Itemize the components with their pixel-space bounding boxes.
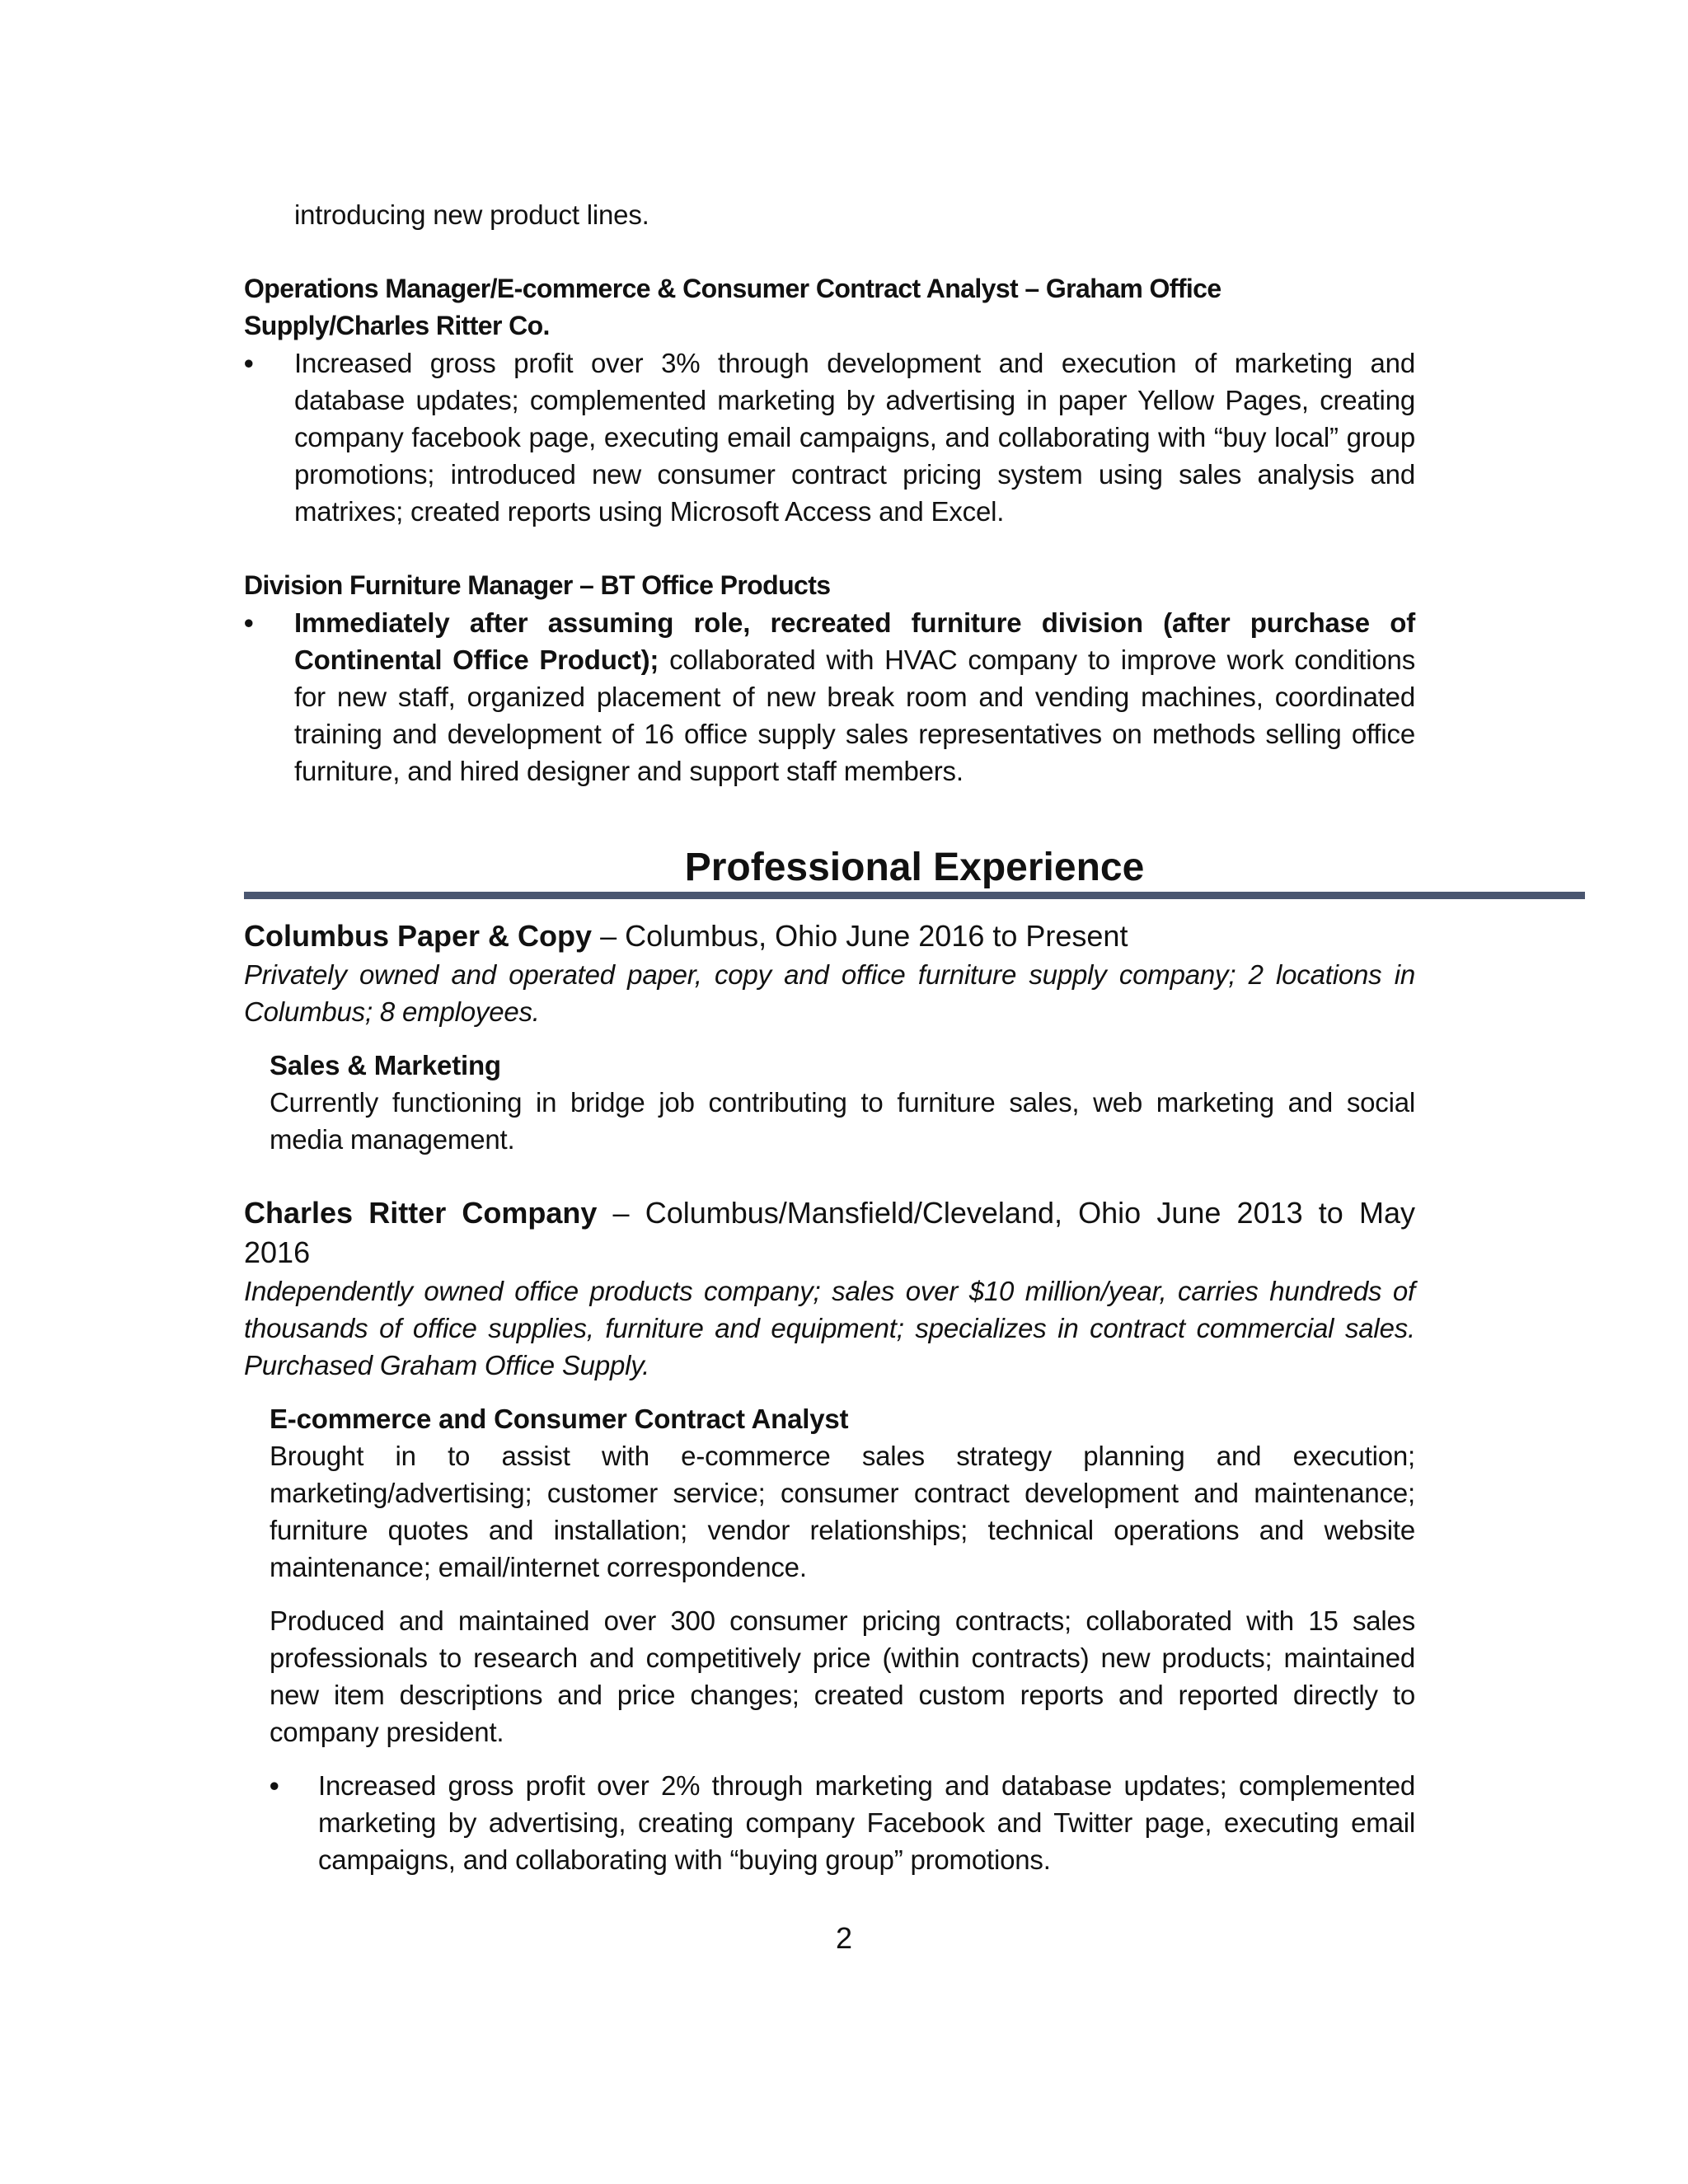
role-bullet-text: collaborated with HVAC company to improve work conditions for new staff, organized placement of new break room and vending machines, coordinated training and development of 16 office supply sales representatives on methods selling office furniture, and hired designer and support staff members. — [294, 644, 1416, 786]
continued-text: introducing new product lines. — [294, 199, 649, 230]
bullet-marker: • — [270, 1770, 279, 1801]
page-number: 2 — [835, 1921, 853, 1955]
company-description: Privately owned and operated paper, copy and office furniture supply company; 2 locations in Columbus; 8 employees. — [244, 959, 1415, 1027]
role-title: Operations Manager/E-commerce & Consumer Contract Analyst – Graham Office Supply/Charles Ritter Co. — [244, 274, 1221, 340]
bullet-marker: • — [244, 607, 254, 638]
company-name: Charles Ritter Company — [244, 1196, 598, 1230]
company-name: Columbus Paper & Copy — [244, 919, 593, 953]
job-bullet-text: Increased gross profit over 2% through marketing and database updates; complemented marketing by advertising, creating company Facebook and Twitter page, executing email campaigns, and collaborating with “buying group” promotions. — [318, 1770, 1415, 1875]
role-bullet-paragraph — [294, 604, 1415, 790]
job-header — [244, 1193, 1415, 1272]
job-paragraph: Produced and maintained over 300 consumer pricing contracts; collaborated with 15 sales professionals to research and competitively price (within contracts) new products; maintained new item descriptions and price changes; created custom reports and reported directly to company president. — [270, 1605, 1415, 1747]
job-location-dates: – Columbus, Ohio June 2016 to Present — [592, 919, 1128, 953]
job-paragraph: Brought in to assist with e-commerce sales strategy planning and execution; marketing/advertising; customer service; consumer contract development and maintenance; furniture quotes and installation; vendor relationships; technical operations and website maintenance; email/internet correspondence. — [270, 1441, 1415, 1582]
bullet-marker: • — [244, 348, 254, 378]
job-role-title: E-commerce and Consumer Contract Analyst — [270, 1404, 849, 1434]
job-location-dates: – Columbus/Mansfield/Cleveland, Ohio June 2013 to May 2016 — [244, 1196, 1415, 1269]
role-bullet-text: Increased gross profit over 3% through development and execution of marketing and database updates; complemented marketing by advertising in paper Yellow Pages, creating company facebook page, executing email campaigns, and collaborating with “buy local” group promotions; introduced new consumer contract pricing system using sales analysis and matrixes; created reports using Microsoft Access and Excel. — [294, 348, 1415, 527]
role-bullet-bold-lead: Immediately after assuming role, recreated furniture division (after purchase of Continental Office Product); — [294, 607, 1415, 675]
section-title: Professional Experience — [684, 846, 1145, 889]
role-title: Division Furniture Manager – BT Office Products — [244, 570, 831, 600]
job-role-title: Sales & Marketing — [270, 1050, 501, 1080]
job-paragraph: Currently functioning in bridge job contributing to furniture sales, web marketing and social media management. — [270, 1087, 1415, 1155]
section-divider — [244, 892, 1585, 899]
company-description: Independently owned office products company; sales over $10 million/year, carries hundreds of thousands of office supplies, furniture and equipment; specializes in contract commercial sales. Purchased Graham Office Supply. — [244, 1276, 1415, 1380]
job-header — [244, 916, 1415, 956]
